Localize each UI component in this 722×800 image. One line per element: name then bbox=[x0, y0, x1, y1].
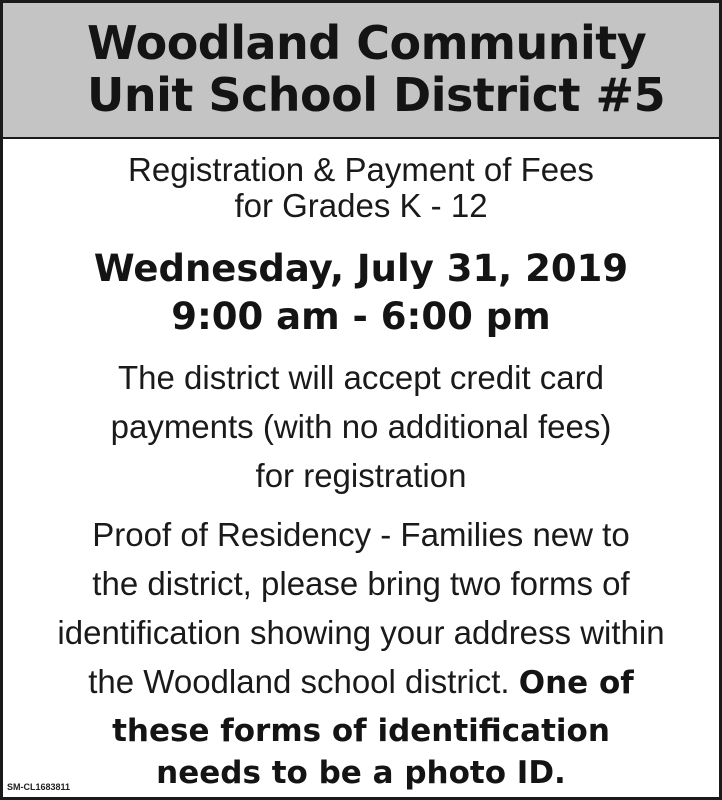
ad-code: SM-CL1683811 bbox=[7, 782, 71, 792]
district-name-line2: Unit School District #5 bbox=[87, 68, 666, 122]
residency-notice-line4-regular: the Woodland school district. bbox=[88, 663, 510, 700]
residency-notice-line2: the district, please bring two forms of bbox=[92, 565, 630, 602]
registration-heading-line2: for Grades K - 12 bbox=[234, 187, 488, 224]
registration-heading-line1: Registration & Payment of Fees bbox=[128, 151, 594, 188]
credit-card-notice-line2: payments (with no additional fees) bbox=[110, 408, 612, 445]
residency-notice-line1: Proof of Residency - Families new to bbox=[92, 516, 630, 553]
event-date: Wednesday, July 31, 2019 bbox=[93, 247, 629, 290]
district-name-line1: Woodland Community bbox=[87, 16, 647, 70]
event-hours: 9:00 am - 6:00 pm bbox=[171, 295, 551, 338]
credit-card-notice-line1: The district will accept credit card bbox=[118, 359, 604, 396]
credit-card-notice-line3: for registration bbox=[255, 457, 467, 494]
header-banner bbox=[3, 3, 719, 139]
residency-notice-line4 bbox=[3, 660, 719, 705]
photo-id-requirement-start: One of bbox=[518, 665, 634, 701]
photo-id-requirement-line3: needs to be a photo ID. bbox=[156, 755, 566, 791]
residency-notice-line3: identification showing your address within bbox=[57, 614, 665, 651]
photo-id-requirement-line2: these forms of identification bbox=[112, 713, 610, 749]
